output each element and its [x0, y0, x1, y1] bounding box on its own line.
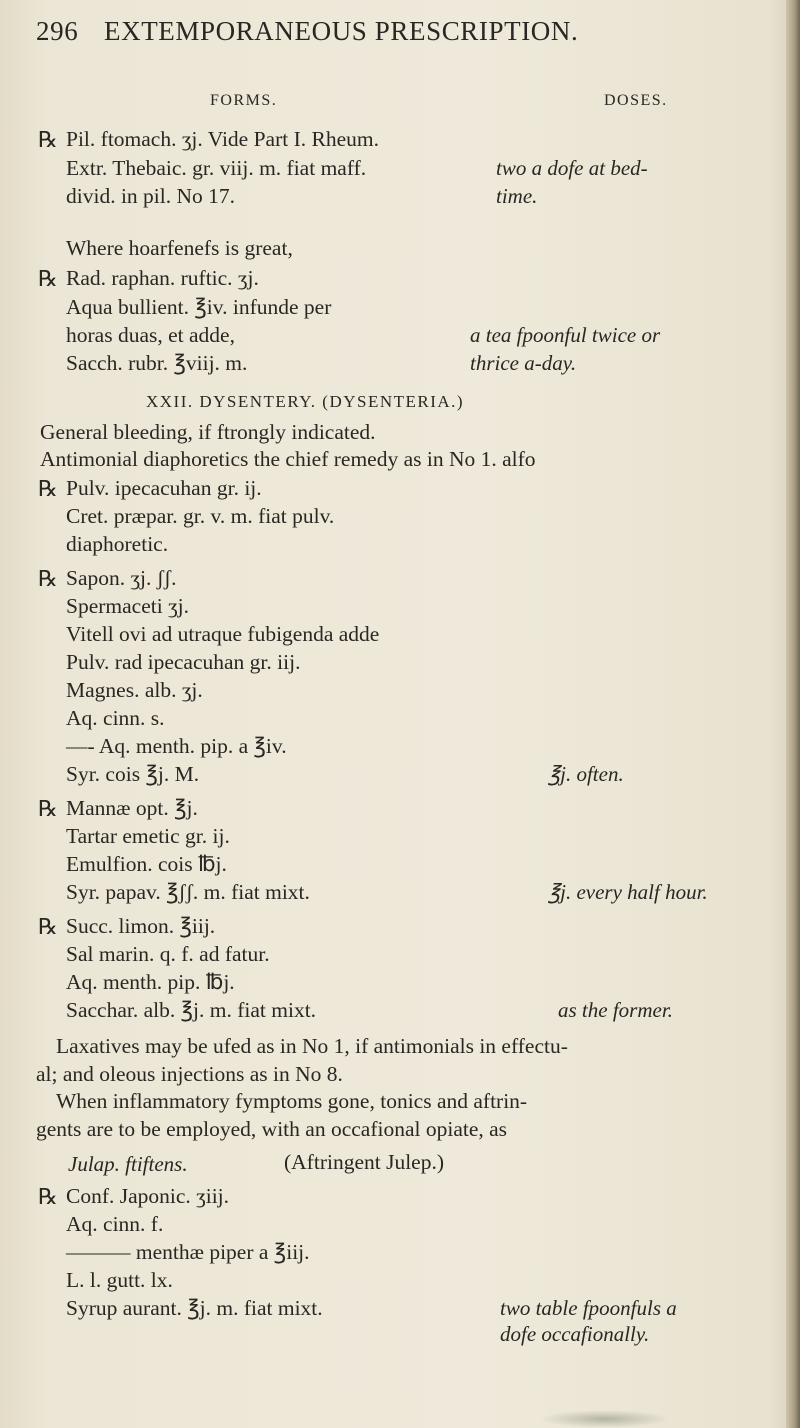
column-heading-doses: DOSES.: [604, 92, 668, 109]
text-line: Mannæ opt. ℥j.: [66, 796, 198, 820]
text-line: Extr. Thebaic. gr. viij. m. fiat maff.: [66, 156, 367, 180]
text-line: Antimonial diaphoretics the chief remedy as in No 1. alfo: [40, 447, 536, 471]
rx-symbol: ℞: [38, 127, 58, 152]
text-line: horas duas, et adde,: [66, 323, 235, 347]
recipe-title-english: (Aftringent Julep.): [284, 1150, 445, 1174]
section-heading: XXII. DYSENTERY. (DYSENTERIA.): [146, 392, 465, 411]
text-line: Aq. cinn. s.: [66, 706, 165, 730]
text-line: Syr. cois ℥j. M.: [66, 762, 200, 786]
dose-text: a tea fpoonful twice or: [470, 323, 661, 347]
rx-symbol: ℞: [38, 476, 58, 501]
text-line: Vitell ovi ad utraque fubigenda adde: [66, 622, 380, 646]
text-line: Sacch. rubr. ℥viij. m.: [66, 351, 248, 375]
text-line: Pil. ftomach. ʒj. Vide Part I. Rheum.: [66, 127, 379, 151]
column-heading-forms: FORMS.: [210, 92, 278, 109]
page-number: 296: [36, 16, 79, 46]
text-line: Aq. cinn. f.: [66, 1212, 164, 1236]
text-line: Sacchar. alb. ℥j. m. fiat mixt.: [66, 998, 317, 1022]
text-line: al; and oleous injections as in No 8.: [36, 1062, 343, 1086]
dose-text: time.: [496, 184, 538, 208]
text-line: diaphoretic.: [66, 532, 169, 556]
text-line: divid. in pil. No 17.: [66, 184, 236, 208]
rx-symbol: ℞: [38, 1184, 58, 1209]
text-line: When inflammatory fymptoms gone, tonics and aftrin-: [56, 1089, 528, 1113]
rx-symbol: ℞: [38, 914, 58, 939]
rx-symbol: ℞: [38, 796, 58, 821]
text-line: Sapon. ʒj. ʃʃ.: [66, 566, 177, 590]
page-title: EXTEMPORANEOUS PRESCRIPTION.: [104, 16, 579, 46]
text-line: Aq. menth. pip. ℔j.: [66, 970, 235, 994]
dose-text: dofe occafionally.: [500, 1322, 650, 1346]
rx-symbol: ℞: [38, 566, 58, 591]
text-line: Magnes. alb. ʒj.: [66, 678, 203, 702]
text-line: Syrup aurant. ℥j. m. fiat mixt.: [66, 1296, 323, 1320]
dose-text: ℥j. every half hour.: [548, 880, 708, 904]
page-smudge: [540, 1410, 670, 1428]
rx-symbol: ℞: [38, 266, 58, 291]
text-line: ——— menthæ piper a ℥iij.: [66, 1240, 310, 1264]
recipe-title: Julap. ftiftens.: [68, 1152, 188, 1176]
text-line: Rad. raphan. ruftic. ʒj.: [66, 266, 259, 290]
text-line: Succ. limon. ℥iij.: [66, 914, 216, 938]
text-line: Conf. Japonic. ʒiij.: [66, 1184, 230, 1208]
text-line: Pulv. ipecacuhan gr. ij.: [66, 476, 262, 500]
text-line: —- Aq. menth. pip. a ℥iv.: [66, 734, 287, 758]
dose-text: ℥j. often.: [548, 762, 624, 786]
text-line: Aqua bullient. ℥iv. infunde per: [66, 295, 332, 319]
dose-text: two a dofe at bed-: [496, 156, 648, 180]
text-line: Sal marin. q. f. ad fatur.: [66, 942, 270, 966]
text-line: Syr. papav. ℥ʃʃ. m. fiat mixt.: [66, 880, 310, 904]
text-line: General bleeding, if ftrongly indicated.: [40, 420, 376, 444]
text-line: Spermaceti ʒj.: [66, 594, 189, 618]
text-line: L. l. gutt. lx.: [66, 1268, 173, 1292]
text-line: Emulfion. cois ℔j.: [66, 852, 227, 876]
text-line: Where hoarfenefs is great,: [66, 236, 293, 260]
text-line: Laxatives may be ufed as in No 1, if antimonials in effectu-: [56, 1034, 568, 1058]
dose-text: as the former.: [558, 998, 673, 1022]
text-line: gents are to be employed, with an occafional opiate, as: [36, 1117, 508, 1141]
dose-text: thrice a-day.: [470, 351, 577, 375]
dose-text: two table fpoonfuls a: [500, 1296, 677, 1320]
page-edge: [786, 0, 800, 1428]
text-line: Pulv. rad ipecacuhan gr. iij.: [66, 650, 301, 674]
text-line: Tartar emetic gr. ij.: [66, 824, 230, 848]
text-line: Cret. præpar. gr. v. m. fiat pulv.: [66, 504, 335, 528]
